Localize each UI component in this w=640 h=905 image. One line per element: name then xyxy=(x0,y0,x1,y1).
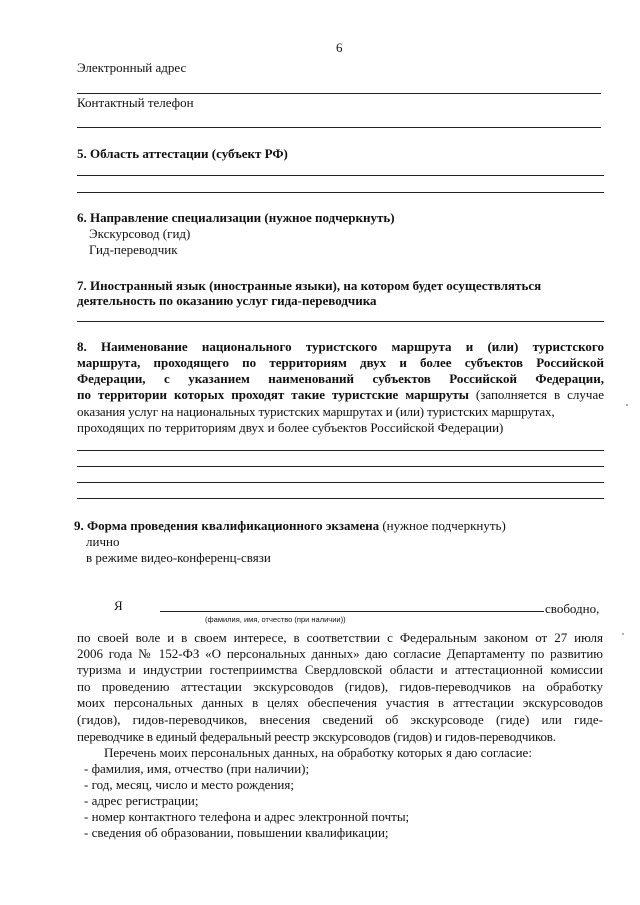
scan-speck xyxy=(622,633,624,635)
section-8-title: Федерации, с указанием наименований субъектов Российской Федерации, xyxy=(77,371,604,386)
data-list-item: - номер контактного телефона и адрес электронной почты; xyxy=(84,809,410,824)
email-field-line xyxy=(77,93,601,94)
consent-i-label: Я xyxy=(114,598,123,613)
section-8-note: оказания услуг на национальных туристских маршрутах и (или) туристских маршрутах, xyxy=(77,404,555,419)
section-5-line xyxy=(77,192,604,193)
section-9-title-bold: 9. Форма проведения квалификационного экзамена xyxy=(74,518,380,533)
email-label: Электронный адрес xyxy=(77,60,187,75)
section-8-title: маршрута, проходящего по территориям двух и более субъектов Российской xyxy=(77,355,604,370)
section-8-line xyxy=(77,498,604,499)
scan-speck xyxy=(626,404,628,406)
full-name-hint: (фамилия, имя, отчество (при наличии)) xyxy=(205,615,346,624)
section-8-bold-part: по территории которых проходят такие туристские маршруты xyxy=(77,387,469,402)
section-8-line xyxy=(77,466,604,467)
exam-form-option: в режиме видео-конференц-связи xyxy=(86,550,271,565)
section-9-title-note: (нужное подчеркнуть) xyxy=(379,518,506,533)
section-7-title: деятельность по оказанию услуг гида-переводчика xyxy=(77,293,377,308)
full-name-line xyxy=(160,611,544,612)
consent-body-line: 2006 года № 152-ФЗ «О персональных данных» даю согласие Департаменту по развитию xyxy=(77,646,603,661)
section-5-title: 5. Область аттестации (субъект РФ) xyxy=(77,146,288,161)
consent-body-line: по проведению аттестации экскурсоводов (гидов), гидов-переводчиков на обработку xyxy=(77,679,603,694)
section-8-note: проходящих по территориям двух и более субъектов Российской Федерации) xyxy=(77,420,504,435)
section-6-title: 6. Направление специализации (нужное подчеркнуть) xyxy=(77,210,395,225)
section-9-title xyxy=(74,518,506,534)
section-8-line xyxy=(77,482,604,483)
data-list-item: - год, месяц, число и место рождения; xyxy=(84,777,294,792)
section-8-note: (заполняется в случае xyxy=(468,387,605,402)
specialization-option: Гид-переводчик xyxy=(89,242,178,257)
consent-body-line: по своей воле и в своем интересе, в соответствии с Федеральным законом от 27 июля xyxy=(77,630,603,645)
data-list-item: - фамилия, имя, отчество (при наличии); xyxy=(84,761,310,776)
section-7-line xyxy=(77,321,604,322)
section-8-mixed-line xyxy=(77,387,604,404)
section-7-title: 7. Иностранный язык (иностранные языки), на котором будет осуществляться xyxy=(77,278,542,293)
section-5-line xyxy=(77,175,604,176)
section-8-line xyxy=(77,450,604,451)
consent-body-line: моих персональных данных в целях обеспечения участия в аттестации экскурсоводов xyxy=(77,695,603,710)
data-list-intro: Перечень моих персональных данных, на обработку которых я даю согласие: xyxy=(104,745,532,760)
consent-body-line: туризма и индустрии гостеприимства Свердловской области и аттестационной комиссии xyxy=(77,662,603,677)
data-list-item: - сведения об образовании, повышении квалификации; xyxy=(84,825,389,840)
data-list-item: - адрес регистрации; xyxy=(84,793,199,808)
phone-label: Контактный телефон xyxy=(77,95,194,110)
section-8-title: 8. Наименование национального туристского маршрута и (или) туристского xyxy=(77,339,604,354)
consent-freely: свободно, xyxy=(545,601,600,616)
consent-body-line: переводчике в единый федеральный реестр экскурсоводов (гидов) и гидов-переводчиков. xyxy=(77,729,556,744)
specialization-option: Экскурсовод (гид) xyxy=(89,226,191,241)
exam-form-option: лично xyxy=(86,534,120,549)
phone-field-line xyxy=(77,127,601,128)
page-number: 6 xyxy=(336,40,343,55)
consent-body-line: (гидов), гидов-переводчиков, внесения сведений об экскурсоводе (гиде) или гиде- xyxy=(77,712,603,727)
